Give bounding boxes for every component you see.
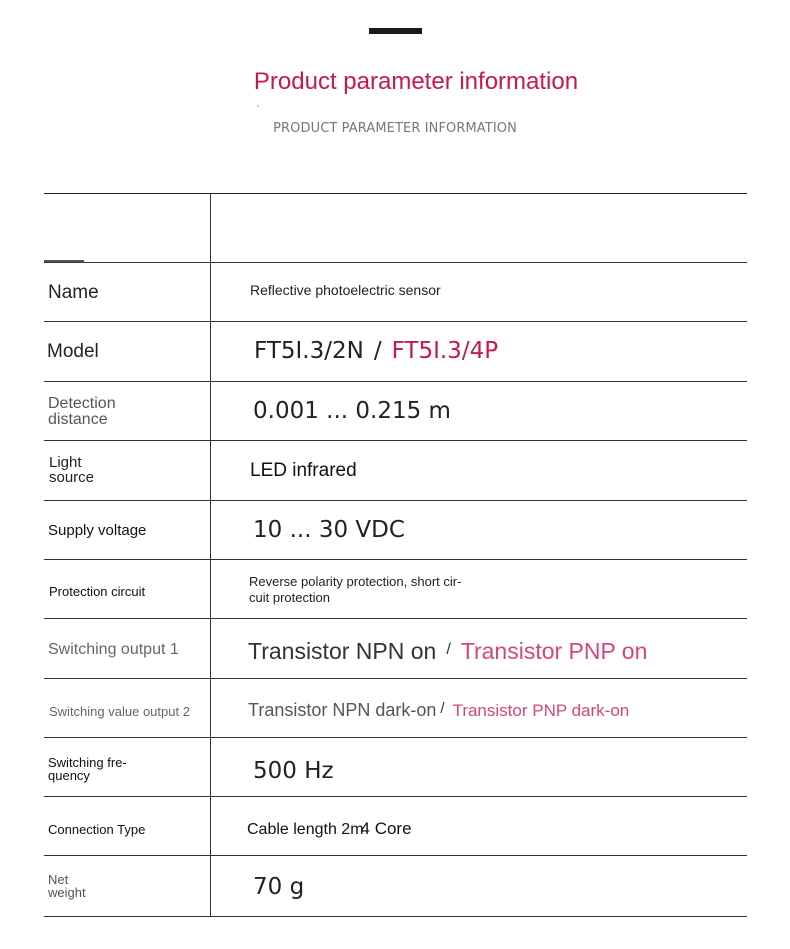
light-label-line1: Light <box>49 454 82 471</box>
light-label <box>49 455 94 485</box>
table-rule <box>44 559 747 560</box>
frequency-label-line2: quency <box>48 768 90 783</box>
table-rule <box>44 381 747 382</box>
protection-value-line1: Reverse polarity protection, short cir- <box>249 574 462 589</box>
switching-output-2-label: Switching value output 2 <box>49 704 190 719</box>
protection-value-line2: cuit protection <box>249 590 330 605</box>
frequency-label <box>48 756 127 782</box>
top-decor-bar <box>369 28 422 34</box>
page-subtitle: PRODUCT PARAMETER INFORMATION <box>273 121 517 136</box>
switching-output-1-label: Switching output 1 <box>48 641 179 658</box>
header-row-mark <box>44 260 84 262</box>
weight-label-line1: Net <box>48 872 69 887</box>
switching-output-1-separator: / <box>446 641 451 658</box>
switching-output-2-pnp: Transistor PNP dark-on <box>452 701 630 720</box>
connection-label: Connection Type <box>48 822 146 837</box>
light-value: LED infrared <box>250 460 357 481</box>
switching-output-2-value <box>248 700 629 721</box>
table-rule-bottom <box>44 916 747 917</box>
table-column-divider <box>210 193 211 917</box>
model-npn: FT5I.3/2N <box>254 338 364 364</box>
detection-label <box>48 396 116 428</box>
switching-output-2-npn: Transistor NPN dark-on <box>248 700 437 720</box>
frequency-value: 500 Hz <box>253 758 334 784</box>
switching-output-1-npn: Transistor NPN on <box>248 638 437 664</box>
name-value: Reflective photoelectric sensor <box>250 282 441 298</box>
protection-label: Protection circuit <box>49 584 146 599</box>
model-pnp: FT5I.3/4P <box>391 338 499 364</box>
switching-output-1-pnp: Transistor PNP on <box>460 638 648 664</box>
table-rule <box>44 678 747 679</box>
connection-value <box>247 819 412 839</box>
name-label: Name <box>48 282 99 303</box>
connection-core: 4 Core <box>360 819 412 838</box>
frequency-label-line1: Switching fre- <box>48 755 127 770</box>
weight-label <box>48 873 86 899</box>
weight-value: 70 g <box>253 874 305 900</box>
light-label-line2: source <box>49 469 95 486</box>
model-label: Model <box>47 341 99 362</box>
protection-value <box>249 574 461 606</box>
switching-output-1-value <box>248 638 647 665</box>
supply-label: Supply voltage <box>48 522 147 539</box>
parameter-table <box>44 193 747 917</box>
table-rule <box>44 500 747 501</box>
table-rule <box>44 737 747 738</box>
connection-cable-length: Cable length 2m <box>247 821 364 838</box>
subtitle-tick-mark <box>257 105 259 107</box>
table-rule-top <box>44 193 747 194</box>
table-rule <box>44 262 747 263</box>
table-rule <box>44 321 747 322</box>
model-value <box>254 338 498 364</box>
weight-label-line2: weight <box>48 885 86 900</box>
detection-label-line2: distance <box>48 411 108 428</box>
table-rule <box>44 618 747 619</box>
supply-value: 10 ... 30 VDC <box>253 517 405 543</box>
page-title: Product parameter information <box>253 68 579 95</box>
table-rule <box>44 796 747 797</box>
switching-output-2-separator: / <box>440 700 445 717</box>
detection-value: 0.001 ... 0.215 m <box>253 398 451 424</box>
detection-label-line1: Detection <box>48 395 116 412</box>
table-rule <box>44 855 747 856</box>
model-separator: / <box>373 338 382 364</box>
table-rule <box>44 440 747 441</box>
